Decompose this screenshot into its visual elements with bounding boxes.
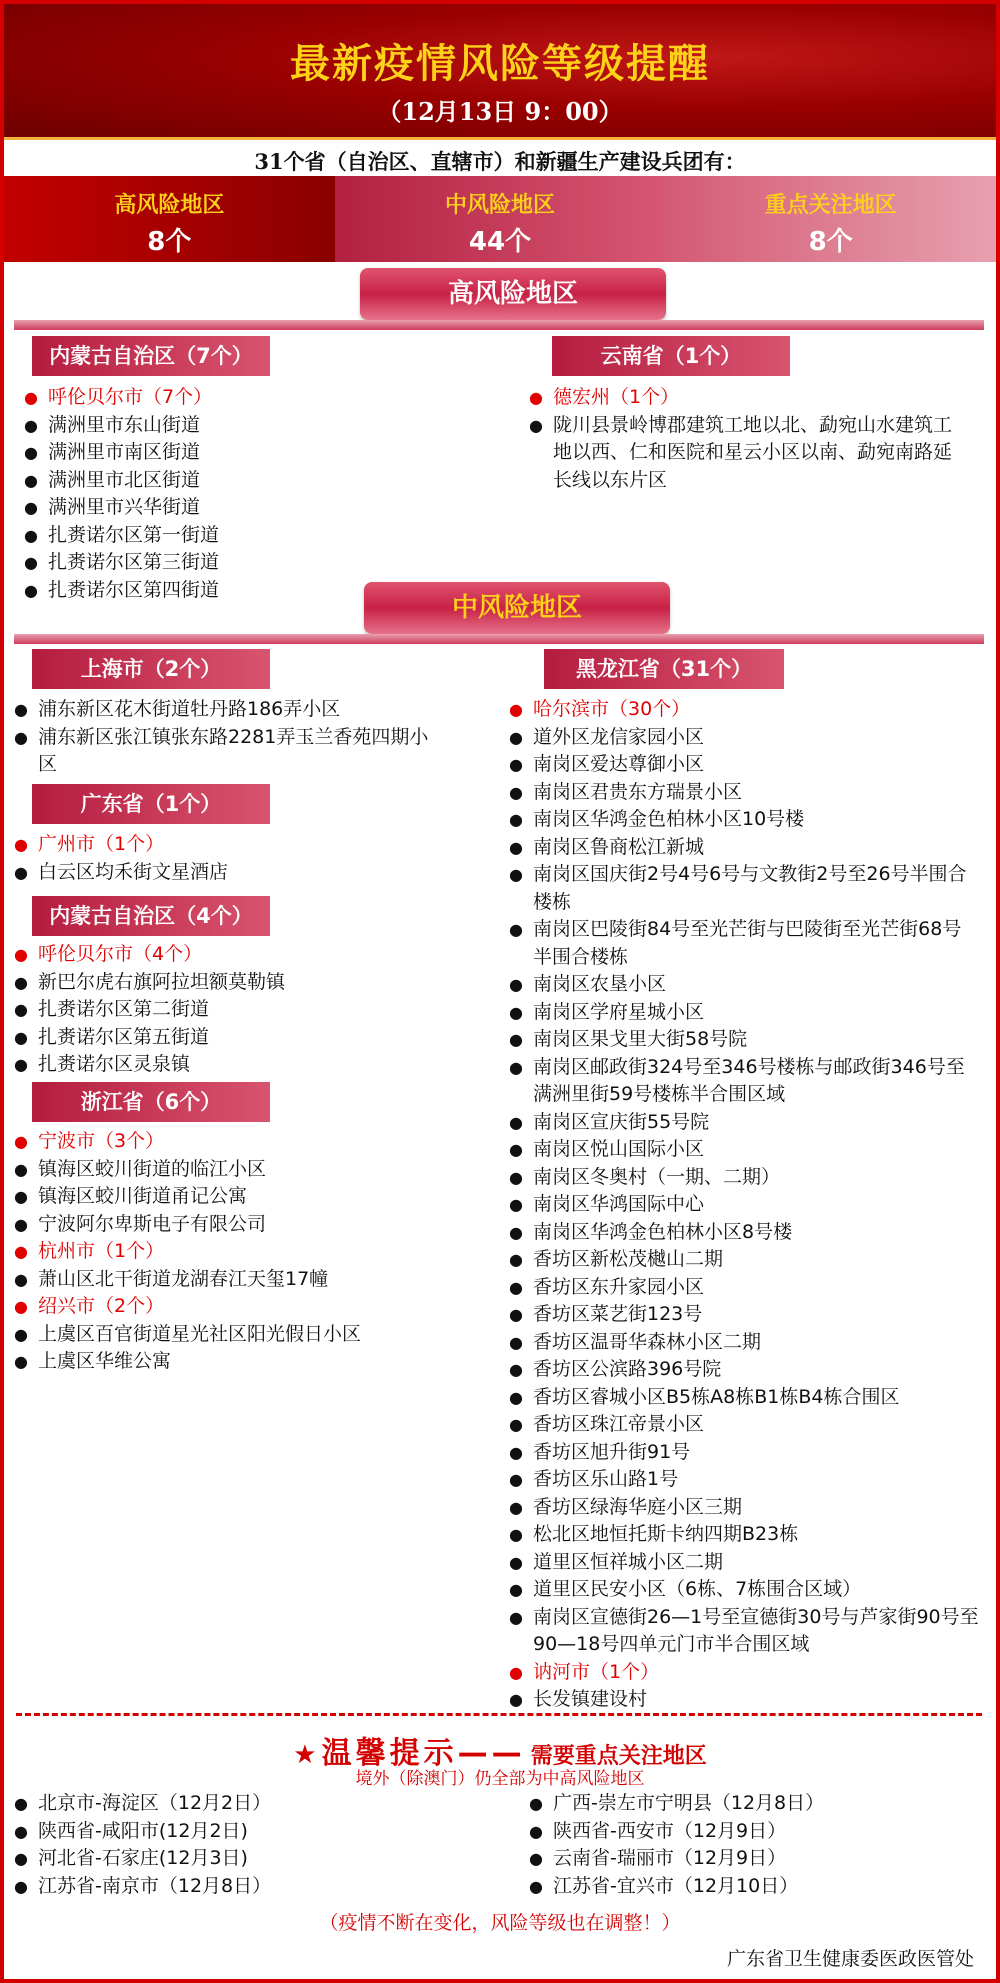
list-item: ● 南岗区果戈里大街58号院: [509, 1026, 979, 1054]
list-item: ● 长发镇建设村: [509, 1686, 979, 1714]
list-item: ● 扎赉诺尔区第二街道: [14, 996, 434, 1024]
list-item: ● 南岗区宣庆街55号院: [509, 1109, 979, 1137]
high-right-list: [529, 384, 969, 494]
issuer: 广东省卫生健康委医政医管处: [726, 1948, 974, 1970]
list-item: ● 陇川县景岭博郡建筑工地以北、勐宛山水建筑工地以西、仁和医院和星云小区以南、勐宛南路延长线以东片区: [529, 412, 969, 495]
tips-right-list: [529, 1790, 989, 1900]
summary-mid-label: 中风险地区: [445, 193, 556, 218]
province-header: 云南省（1个）: [552, 336, 790, 376]
list-item: ● 香坊区菜艺街123号: [509, 1301, 979, 1329]
list-item: ● 南岗区华鸿国际中心: [509, 1191, 979, 1219]
warm-tips-subtitle: 需要重点关注地区: [530, 1744, 707, 1769]
list-item: ● 镇海区蛟川街道的临江小区: [14, 1156, 434, 1184]
mid-risk-divider: [14, 634, 984, 644]
intro-text: 31个省（自治区、直辖市）和新疆生产建设兵团有：: [254, 149, 746, 174]
list-item: ● 南岗区君贵东方瑞景小区: [509, 779, 979, 807]
list-item: ● 南岗区国庆街2号4号6号与文教街2号至26号半围合楼栋: [509, 861, 979, 916]
city-heading: ● 呼伦贝尔市（7个）: [24, 384, 474, 412]
summary-high-count: 8个: [147, 227, 192, 257]
list-item: ● 扎赉诺尔区第三街道: [24, 549, 474, 577]
city-heading: ● 广州市（1个）: [14, 831, 434, 859]
high-risk-divider: [14, 320, 984, 330]
summary-high: [4, 176, 335, 262]
mid-neimeng-list: [14, 941, 434, 1079]
list-item: ● 香坊区公滨路396号院: [509, 1356, 979, 1384]
list-item: ● 香坊区东升家园小区: [509, 1274, 979, 1302]
warm-tips-title: 温馨提示——: [321, 1736, 526, 1771]
list-item: ● 满洲里市北区街道: [24, 467, 474, 495]
list-item: ● 上虞区华维公寓: [14, 1348, 434, 1376]
list-item: ● 道里区恒祥城小区二期: [509, 1549, 979, 1577]
overseas-note: 境外（除澳门）仍全部为中高风险地区: [355, 1769, 645, 1789]
province-header: 内蒙古自治区（4个）: [32, 896, 270, 936]
city-heading: ● 绍兴市（2个）: [14, 1293, 434, 1321]
list-item: ● 南岗区学府星城小区: [509, 999, 979, 1027]
list-item: ● 南岗区鲁商松江新城: [509, 834, 979, 862]
summary-focus-count: 8个: [808, 227, 853, 257]
list-item: ● 道里区民安小区（6栋、7栋围合区域）: [509, 1576, 979, 1604]
list-item: ● 香坊区珠江帝景小区: [509, 1411, 979, 1439]
province-header: 广东省（1个）: [32, 784, 270, 824]
high-risk-banner: 高风险地区: [360, 268, 666, 320]
list-item: ● 镇海区蛟川街道甬记公寓: [14, 1183, 434, 1211]
list-item: ● 宁波阿尔卑斯电子有限公司: [14, 1211, 434, 1239]
mid-risk-banner: 中风险地区: [364, 582, 670, 634]
list-item: ● 江苏省-宜兴市（12月10日）: [529, 1873, 989, 1901]
summary-mid-count: 44个: [468, 227, 532, 257]
list-item: ● 南岗区冬奥村（一期、二期）: [509, 1164, 979, 1192]
list-item: ● 云南省-瑞丽市（12月9日）: [529, 1845, 989, 1873]
province-header: 内蒙古自治区（7个）: [32, 336, 270, 376]
list-item: ● 陕西省-咸阳市(12月2日): [14, 1818, 474, 1846]
list-item: ● 满洲里市南区街道: [24, 439, 474, 467]
summary-focus-label: 重点关注地区: [764, 193, 897, 218]
list-item: ● 南岗区悦山国际小区: [509, 1136, 979, 1164]
summary-mid: [335, 176, 666, 262]
list-item: ● 道外区龙信家园小区: [509, 724, 979, 752]
list-item: ● 扎赉诺尔区第四街道: [24, 577, 474, 605]
update-time: （12月13日 9：00）: [377, 97, 623, 126]
list-item: ● 南岗区巴陵街84号至光芒街与巴陵街至光芒街68号半围合楼栋: [509, 916, 979, 971]
mid-guangdong-list: [14, 831, 434, 886]
province-header: 浙江省（6个）: [32, 1082, 270, 1122]
list-item: ● 松北区地恒托斯卡纳四期B23栋: [509, 1521, 979, 1549]
list-item: ● 香坊区乐山路1号: [509, 1466, 979, 1494]
city-heading: ● 呼伦贝尔市（4个）: [14, 941, 434, 969]
summary-bar: [4, 176, 996, 262]
list-item: ● 新巴尔虎右旗阿拉坦额莫勒镇: [14, 969, 434, 997]
list-item: ● 白云区均禾街文星酒店: [14, 859, 434, 887]
list-item: ● 南岗区爱达尊御小区: [509, 751, 979, 779]
list-item: ● 香坊区睿城小区B5栋A8栋B1栋B4栋合围区: [509, 1384, 979, 1412]
list-item: ● 满洲里市东山街道: [24, 412, 474, 440]
summary-high-label: 高风险地区: [114, 193, 225, 218]
list-item: ● 浦东新区张江镇张东路2281弄玉兰香苑四期小区: [14, 724, 434, 779]
list-item: ● 广西-崇左市宁明县（12月8日）: [529, 1790, 989, 1818]
list-item: ● 南岗区宣德街26—1号至宣德街30号与芦家街90号至90—18号四单元门市半合围区域: [509, 1604, 979, 1659]
page-title: 最新疫情风险等级提醒: [290, 40, 710, 87]
mid-shanghai-list: [14, 696, 434, 779]
header-banner: [4, 4, 996, 140]
city-heading: ● 德宏州（1个）: [529, 384, 969, 412]
list-item: ● 上虞区百官街道星光社区阳光假日小区: [14, 1321, 434, 1349]
list-item: ● 扎赉诺尔区第五街道: [14, 1024, 434, 1052]
list-item: ● 河北省-石家庄(12月3日): [14, 1845, 474, 1873]
city-heading: ● 讷河市（1个）: [509, 1659, 979, 1687]
list-item: ● 香坊区新松茂樾山二期: [509, 1246, 979, 1274]
list-item: ● 陕西省-西安市（12月9日）: [529, 1818, 989, 1846]
high-left-list: [24, 384, 474, 604]
list-item: ● 南岗区农垦小区: [509, 971, 979, 999]
list-item: ● 南岗区华鸿金色柏林小区10号楼: [509, 806, 979, 834]
list-item: ● 萧山区北干街道龙湖春江天玺17幢: [14, 1266, 434, 1294]
list-item: ● 扎赉诺尔区灵泉镇: [14, 1051, 434, 1079]
province-header: 黑龙江省（31个）: [544, 649, 784, 689]
mid-heilongjiang-list: [509, 696, 979, 1714]
city-heading: ● 宁波市（3个）: [14, 1128, 434, 1156]
list-item: ● 香坊区绿海华庭小区三期: [509, 1494, 979, 1522]
list-item: ● 香坊区温哥华森林小区二期: [509, 1329, 979, 1357]
tips-left-list: [14, 1790, 474, 1900]
dashed-divider: [16, 1713, 982, 1716]
list-item: ● 北京市-海淀区（12月2日）: [14, 1790, 474, 1818]
list-item: ● 南岗区邮政街324号至346号楼栋与邮政街346号至满洲里街59号楼栋半合围区域: [509, 1054, 979, 1109]
mid-zhejiang-list: [14, 1128, 434, 1376]
summary-focus: [665, 176, 996, 262]
list-item: ● 香坊区旭升街91号: [509, 1439, 979, 1467]
list-item: ● 江苏省-南京市（12月8日）: [14, 1873, 474, 1901]
footer-note: （疫情不断在变化，风险等级也在调整！）: [319, 1912, 681, 1934]
list-item: ● 南岗区华鸿金色柏林小区8号楼: [509, 1219, 979, 1247]
city-heading: ● 杭州市（1个）: [14, 1238, 434, 1266]
list-item: ● 扎赉诺尔区第一街道: [24, 522, 474, 550]
province-header: 上海市（2个）: [32, 649, 270, 689]
city-heading: ● 哈尔滨市（30个）: [509, 696, 979, 724]
list-item: ● 浦东新区花木街道牡丹路186弄小区: [14, 696, 434, 724]
star-icon: ★: [293, 1740, 317, 1770]
list-item: ● 满洲里市兴华街道: [24, 494, 474, 522]
